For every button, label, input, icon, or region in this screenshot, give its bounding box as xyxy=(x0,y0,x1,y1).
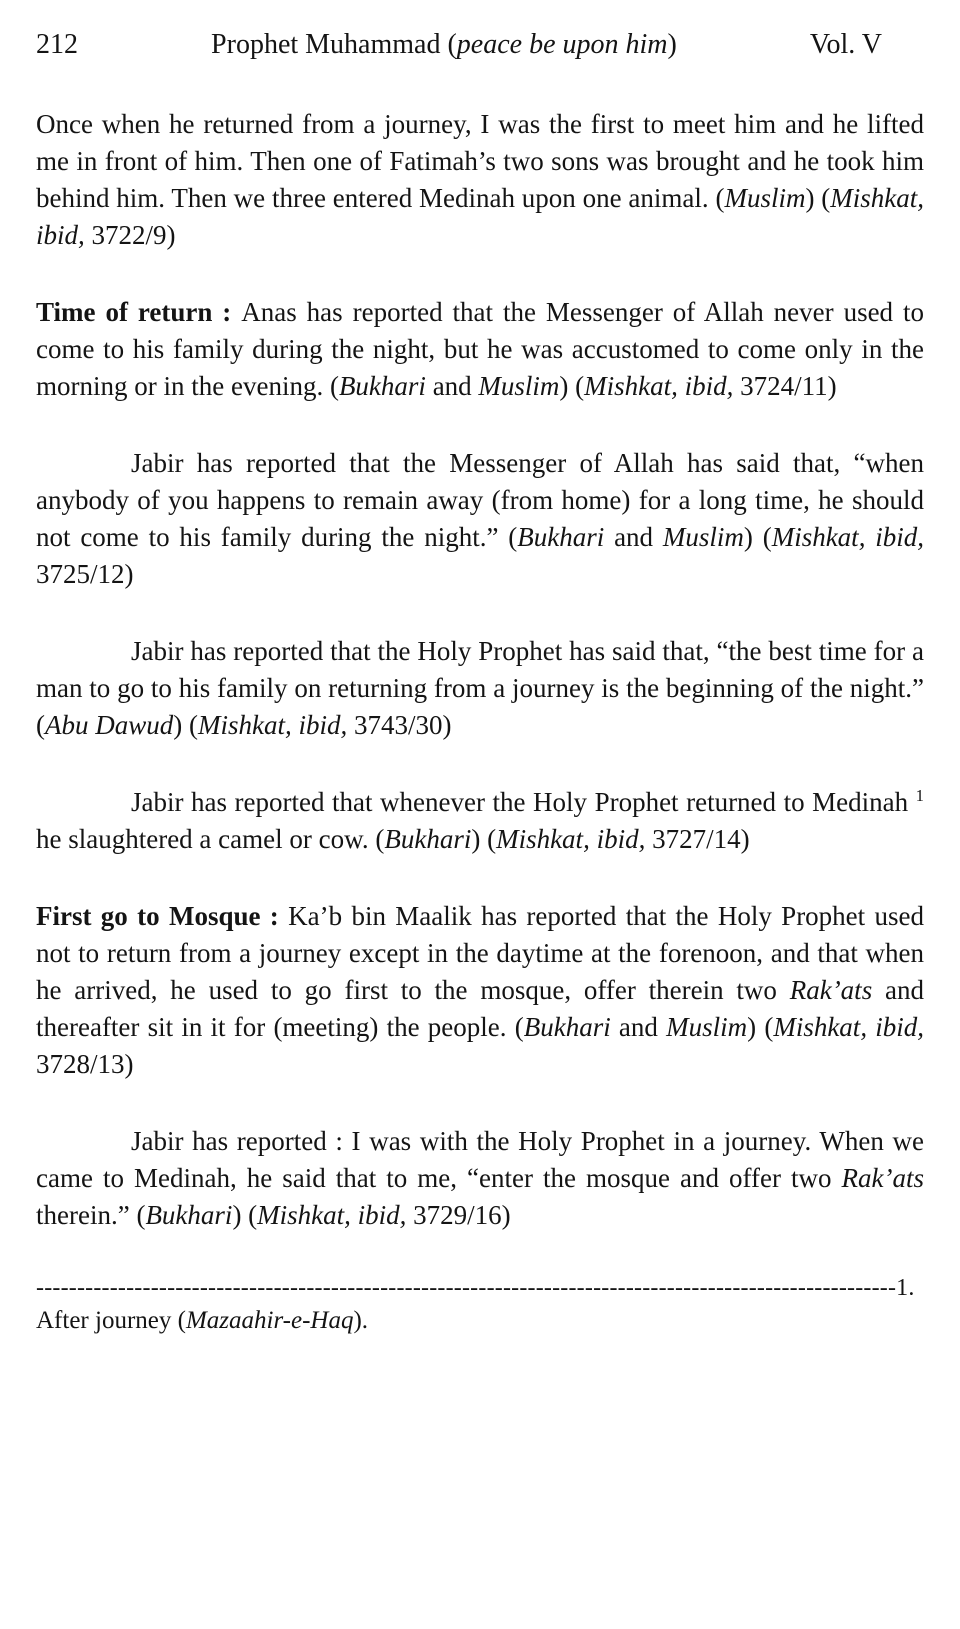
paragraph-first-go-to-mosque: First go to Mosque : Ka’b bin Maalik has reported that the Holy Prophet used not to return from a journey except in the daytime at the forenoon, and that when he arrived, he used to go first to the mosque, offer therein two Rak’ats and thereafter sit in it for (meeting) the people. (Bukhari and Muslim) (Mishkat, ibid, 3728/13) xyxy=(36,901,925,1079)
paragraph-jabir-night: Jabir has reported that the Messenger of Allah has said that, “when anybody of you happens to remain away (from home) for a long time, he should not come to his family during the night.” (Bukhari and Muslim) (Mishkat, ibid, 3725/12) xyxy=(36,448,925,589)
page-header xyxy=(36,26,924,64)
paragraph-jabir-camel: Jabir has reported that whenever the Holy Prophet returned to Medinah $^1$ he slaughtered a camel or cow. (Bukhari) (Mishkat, ibid, 3727/14) xyxy=(36,786,924,854)
paragraph-time-of-return: Time of return : Anas has reported that the Messenger of Allah never used to come to his family during the night, but he was accustomed to come only in the morning or in the evening. (Bukhari and Muslim) (Mishkat, ibid, 3724/11) xyxy=(36,297,925,401)
footnote-divider: ---------------------------------------------------------------------------------------------------------1. xyxy=(36,1275,915,1301)
footnote-block xyxy=(36,1274,924,1338)
page-number: 212 xyxy=(36,29,78,60)
paragraph-jabir-best-time: Jabir has reported that the Holy Prophet has said that, “the best time for a man to go to his family on returning from a journey is the beginning of the night.” (Abu Dawud) (Mishkat, ibid, 3743/30) xyxy=(36,636,924,740)
running-title: Prophet Muhammad (peace be upon him) xyxy=(211,29,677,60)
body-text xyxy=(36,106,924,1234)
paragraph-jabir-mosque: Jabir has reported : I was with the Holy Prophet in a journey. When we came to Medinah, he said that to me, “enter the mosque and offer two Rak’ats therein.” (Bukhari) (Mishkat, ibid, 3729/16) xyxy=(36,1126,924,1230)
volume-label: Vol. V xyxy=(809,29,882,60)
paragraph-journey-return: Once when he returned from a journey, I was the first to meet him and he lifted me in front of him. Then one of Fatimah’s two sons was brought and he took him behind him. Then we three entered Medinah upon one animal. (Muslim) (Mishkat, ibid, 3722/9) xyxy=(36,109,925,250)
footnote-text: After journey (Mazaahir-e-Haq). xyxy=(36,1307,369,1334)
